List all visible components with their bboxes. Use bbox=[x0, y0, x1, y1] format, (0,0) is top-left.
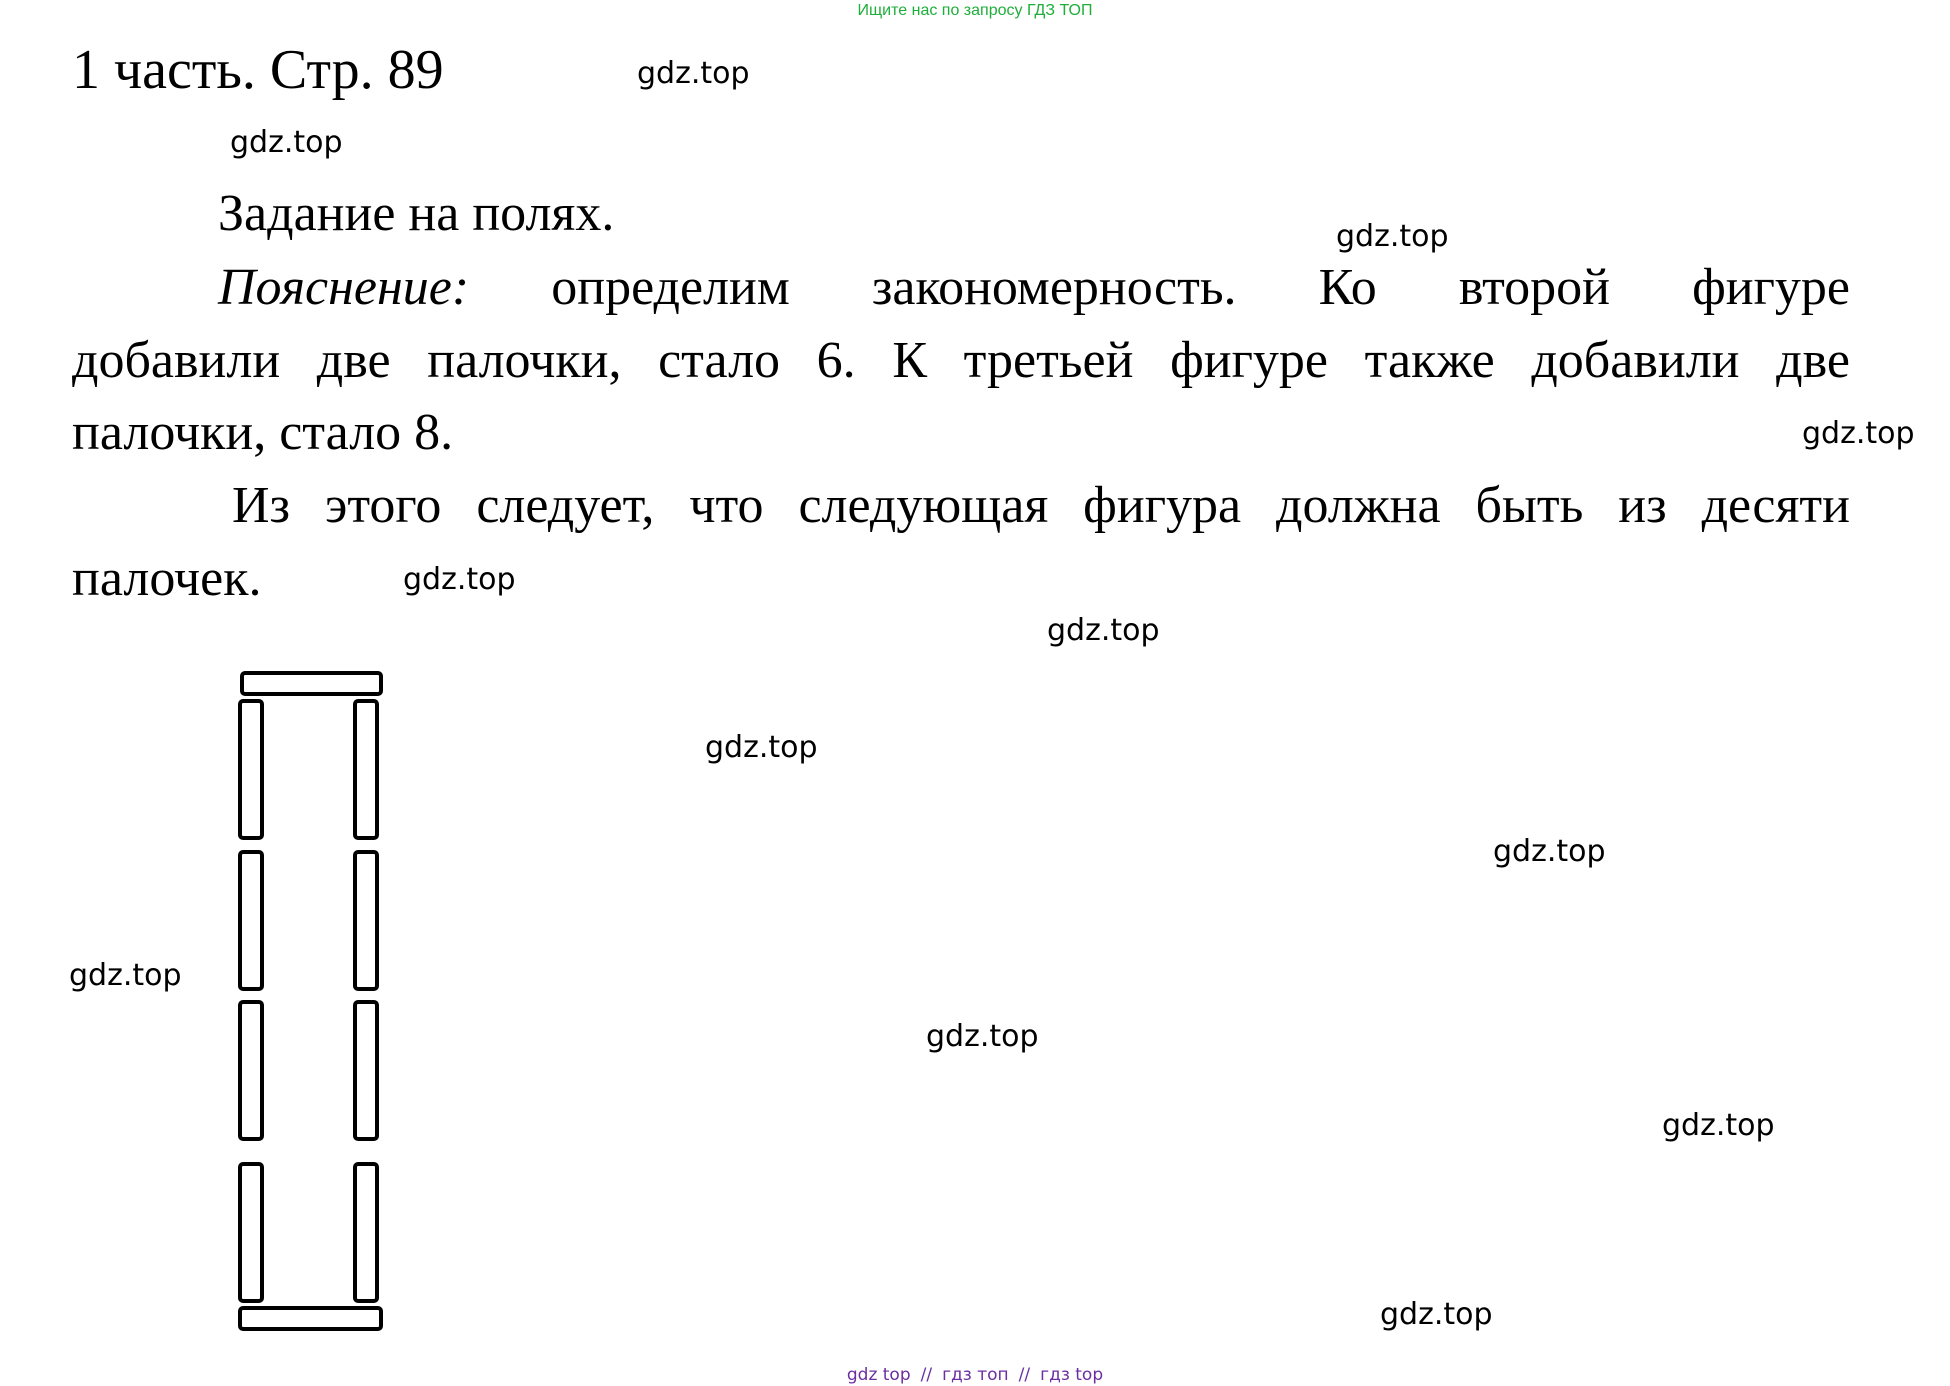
word: что bbox=[689, 477, 764, 534]
word: также bbox=[1364, 332, 1495, 389]
word: следует, bbox=[476, 477, 655, 534]
stick-vertical-right-2 bbox=[355, 852, 377, 989]
footer-links bbox=[0, 1365, 1950, 1385]
word: из bbox=[1618, 477, 1667, 534]
conclusion-line-2: палочек. bbox=[72, 550, 262, 607]
word: палочки, bbox=[427, 332, 622, 389]
stick-vertical-right-4 bbox=[355, 1164, 377, 1301]
stick-vertical-right-3 bbox=[355, 1002, 377, 1139]
stick-horizontal-top bbox=[242, 673, 381, 694]
word: должна bbox=[1276, 477, 1441, 534]
word: Ко bbox=[1318, 259, 1377, 316]
watermark: gdz.top bbox=[1380, 1297, 1493, 1332]
explanation-label: Пояснение: bbox=[218, 259, 470, 316]
word: стало bbox=[658, 332, 781, 389]
task-title: Задание на полях. bbox=[218, 185, 615, 242]
explanation-line-3: палочки, стало 8. bbox=[72, 404, 454, 461]
footer-link-1[interactable]: gdz top bbox=[846, 1365, 911, 1385]
watermark: gdz.top bbox=[637, 56, 750, 91]
word: две bbox=[316, 332, 391, 389]
watermark: gdz.top bbox=[403, 562, 516, 597]
stick-vertical-left-2 bbox=[240, 852, 262, 989]
stick-vertical-left-4 bbox=[240, 1164, 262, 1301]
word: определим bbox=[551, 259, 790, 316]
watermark: gdz.top bbox=[926, 1019, 1039, 1054]
footer-link-2[interactable]: гдз топ bbox=[942, 1365, 1009, 1385]
word: фигура bbox=[1083, 477, 1242, 534]
word: 6. bbox=[816, 332, 856, 389]
watermark: gdz.top bbox=[1336, 219, 1449, 254]
word: следующая bbox=[798, 477, 1049, 534]
stick-vertical-right-1 bbox=[355, 701, 377, 838]
word: десяти bbox=[1701, 477, 1850, 534]
stick-horizontal-bottom bbox=[240, 1308, 381, 1329]
word: фигуре bbox=[1692, 259, 1850, 316]
word: закономерность. bbox=[871, 259, 1237, 316]
stick-vertical-left-3 bbox=[240, 1002, 262, 1139]
footer-separator: // bbox=[1018, 1365, 1031, 1385]
word: К bbox=[892, 332, 927, 389]
watermark: gdz.top bbox=[705, 730, 818, 765]
word: этого bbox=[325, 477, 442, 534]
word: фигуре bbox=[1170, 332, 1329, 389]
header-search-link[interactable]: Ищите нас по запросу ГДЗ ТОП bbox=[857, 2, 1093, 19]
word: второй bbox=[1458, 259, 1610, 316]
word: добавили bbox=[1531, 332, 1740, 389]
watermark: gdz.top bbox=[230, 125, 343, 160]
word: третьей bbox=[963, 332, 1134, 389]
word: добавили bbox=[72, 332, 281, 389]
watermark: gdz.top bbox=[1493, 834, 1606, 869]
word: две bbox=[1776, 332, 1850, 389]
word: быть bbox=[1475, 477, 1584, 534]
footer-separator: // bbox=[920, 1365, 933, 1385]
stick-vertical-left-1 bbox=[240, 701, 262, 838]
watermark: gdz.top bbox=[69, 958, 182, 993]
page-title: 1 часть. Стр. 89 bbox=[72, 39, 444, 101]
footer-link-3[interactable]: гдз top bbox=[1040, 1365, 1104, 1385]
word: Из bbox=[232, 477, 291, 534]
watermark: gdz.top bbox=[1802, 416, 1915, 451]
watermark: gdz.top bbox=[1662, 1108, 1775, 1143]
watermark: gdz.top bbox=[1047, 613, 1160, 648]
